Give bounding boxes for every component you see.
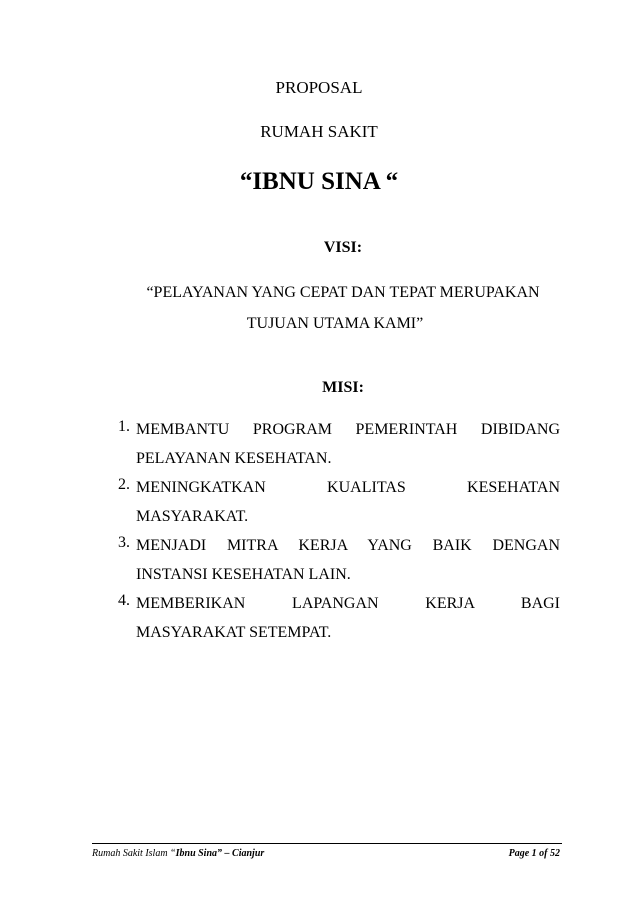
misi-item xyxy=(118,592,560,644)
proposal-label: PROPOSAL xyxy=(275,78,363,97)
misi-item-number: 1. xyxy=(118,418,130,435)
misi-item xyxy=(118,476,560,528)
misi-item-line-2: PELAYANAN KESEHATAN. xyxy=(136,450,332,467)
misi-heading: MISI: xyxy=(322,379,364,396)
visi-text-line-2: TUJUAN UTAMA KAMI” xyxy=(246,315,424,332)
footer-organization-prefix: Rumah Sakit Islam “ xyxy=(92,848,176,859)
misi-item-line-1: MEMBANTU PROGRAM PEMERINTAH DIBIDANG xyxy=(136,421,560,438)
misi-item xyxy=(118,418,560,470)
misi-item-line-2: MASYARAKAT. xyxy=(136,508,249,525)
hospital-name-title: “IBNU SINA “ xyxy=(239,168,399,195)
misi-item-number: 3. xyxy=(118,534,130,551)
misi-item-number: 2. xyxy=(118,476,130,493)
footer-divider xyxy=(92,843,562,844)
misi-item-line-2: INSTANSI KESEHATAN LAIN. xyxy=(136,566,351,583)
misi-item-number: 4. xyxy=(118,592,130,609)
misi-item-line-1: MEMBERIKAN LAPANGAN KERJA BAGI xyxy=(136,595,560,612)
visi-heading: VISI: xyxy=(323,239,363,256)
misi-item xyxy=(118,534,560,586)
misi-item-line-1: MENINGKATKAN KUALITAS KESEHATAN xyxy=(136,479,560,496)
misi-list xyxy=(118,418,560,650)
misi-item-line-1: MENJADI MITRA KERJA YANG BAIK DENGAN xyxy=(136,537,560,554)
misi-item-line-2: MASYARAKAT SETEMPAT. xyxy=(136,624,332,641)
footer-organization-name: Ibnu Sina” – Cianjur xyxy=(175,848,265,859)
footer-organization xyxy=(92,848,264,859)
visi-text-line-1: “PELAYANAN YANG CEPAT DAN TEPAT MERUPAKAN xyxy=(146,284,540,301)
hospital-label: RUMAH SAKIT xyxy=(260,122,378,141)
page-number: Page 1 of 52 xyxy=(508,848,560,859)
